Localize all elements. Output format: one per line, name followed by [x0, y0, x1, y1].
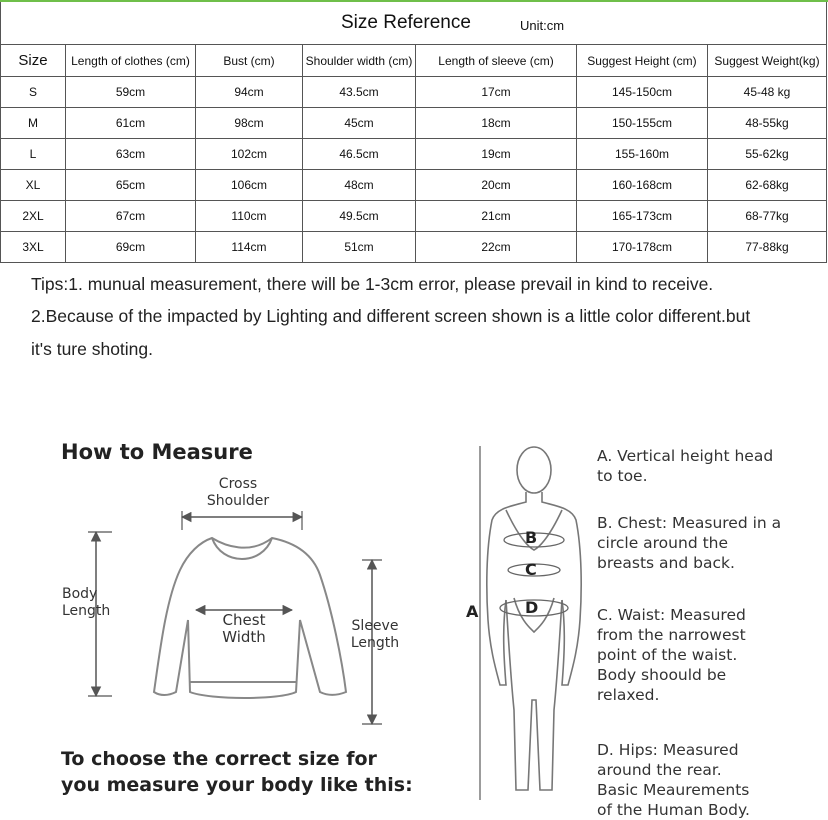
table-row	[1, 77, 827, 108]
cell: 43.5cm	[303, 77, 416, 108]
cell: 61cm	[66, 108, 196, 139]
cell: 20cm	[416, 170, 577, 201]
sleeve-length-label: Sleeve Length	[350, 618, 400, 651]
cell: 170-178cm	[577, 232, 708, 263]
cell: 106cm	[196, 170, 303, 201]
cell: 65cm	[66, 170, 196, 201]
cross-shoulder-label: Cross Shoulder	[206, 476, 270, 509]
cell: 114cm	[196, 232, 303, 263]
cell: 67cm	[66, 201, 196, 232]
cell: 55-62kg	[708, 139, 827, 170]
header-shoulder: Shoulder width (cm)	[303, 45, 416, 77]
cell: 2XL	[1, 201, 66, 232]
table-unit: Unit:cm	[520, 18, 565, 33]
table-title-row	[1, 2, 827, 45]
table-header-row	[1, 45, 827, 77]
cell: 68-77kg	[708, 201, 827, 232]
cell: 69cm	[66, 232, 196, 263]
table-row	[1, 232, 827, 263]
guide-bottom-text: To choose the correct size for you measure your body like this:	[61, 748, 413, 796]
body-length-label: Body Length	[62, 586, 111, 619]
cell: 46.5cm	[303, 139, 416, 170]
cell: 49.5cm	[303, 201, 416, 232]
cell: 160-168cm	[577, 170, 708, 201]
marker-a: A	[466, 602, 479, 621]
desc-a: A. Vertical height head to toe.	[597, 447, 774, 485]
cell: 59cm	[66, 77, 196, 108]
cell: 19cm	[416, 139, 577, 170]
table-row	[1, 170, 827, 201]
cell: 63cm	[66, 139, 196, 170]
table-row	[1, 201, 827, 232]
table-row	[1, 139, 827, 170]
cell: 51cm	[303, 232, 416, 263]
cell: 155-160m	[577, 139, 708, 170]
tip-line-3: it's ture shoting.	[31, 339, 154, 359]
cell: M	[1, 108, 66, 139]
desc-d: D. Hips: Measured around the rear. Basic Meaurements of the Human Body.	[597, 741, 750, 819]
human-figure-icon	[487, 447, 581, 790]
cell: 102cm	[196, 139, 303, 170]
marker-c: C	[525, 560, 537, 579]
cell: 45cm	[303, 108, 416, 139]
header-bust: Bust (cm)	[196, 45, 303, 77]
header-weight: Suggest Weight(kg)	[708, 45, 827, 77]
cell: L	[1, 139, 66, 170]
header-size: Size	[1, 45, 66, 77]
cell: 150-155cm	[577, 108, 708, 139]
tip-line-2: 2.Because of the impacted by Lighting and different screen shown is a little color different.but	[31, 306, 751, 326]
cell: 18cm	[416, 108, 577, 139]
marker-b: B	[525, 528, 538, 547]
measure-guide	[0, 370, 828, 820]
guide-title: How to Measure	[61, 440, 253, 464]
header-height: Suggest Height (cm)	[577, 45, 708, 77]
cell: 94cm	[196, 77, 303, 108]
cell: 48cm	[303, 170, 416, 201]
cell: 22cm	[416, 232, 577, 263]
tip-line-1: Tips:1. munual measurement, there will be 1-3cm error, please prevail in kind to receive.	[31, 274, 714, 294]
cell: 62-68kg	[708, 170, 827, 201]
table-row	[1, 108, 827, 139]
chest-width-label: Chest Width	[222, 611, 266, 646]
cell: 77-88kg	[708, 232, 827, 263]
header-length: Length of clothes (cm)	[66, 45, 196, 77]
cell: 165-173cm	[577, 201, 708, 232]
cell: 45-48 kg	[708, 77, 827, 108]
cell: 145-150cm	[577, 77, 708, 108]
cell: 98cm	[196, 108, 303, 139]
marker-d: D	[525, 598, 539, 617]
desc-b: B. Chest: Measured in a circle around the breasts and back.	[597, 514, 782, 572]
cell: 48-55kg	[708, 108, 827, 139]
cell: 110cm	[196, 201, 303, 232]
cell: S	[1, 77, 66, 108]
size-table	[0, 2, 827, 263]
desc-c: C. Waist: Measured from the narrowest point of the waist. Body shoould be relaxed.	[597, 606, 746, 704]
table-title: Size Reference	[341, 12, 471, 33]
cell: XL	[1, 170, 66, 201]
size-table-container	[0, 2, 826, 263]
cell: 21cm	[416, 201, 577, 232]
cell: 17cm	[416, 77, 577, 108]
header-sleeve: Length of sleeve (cm)	[416, 45, 577, 77]
cell: 3XL	[1, 232, 66, 263]
